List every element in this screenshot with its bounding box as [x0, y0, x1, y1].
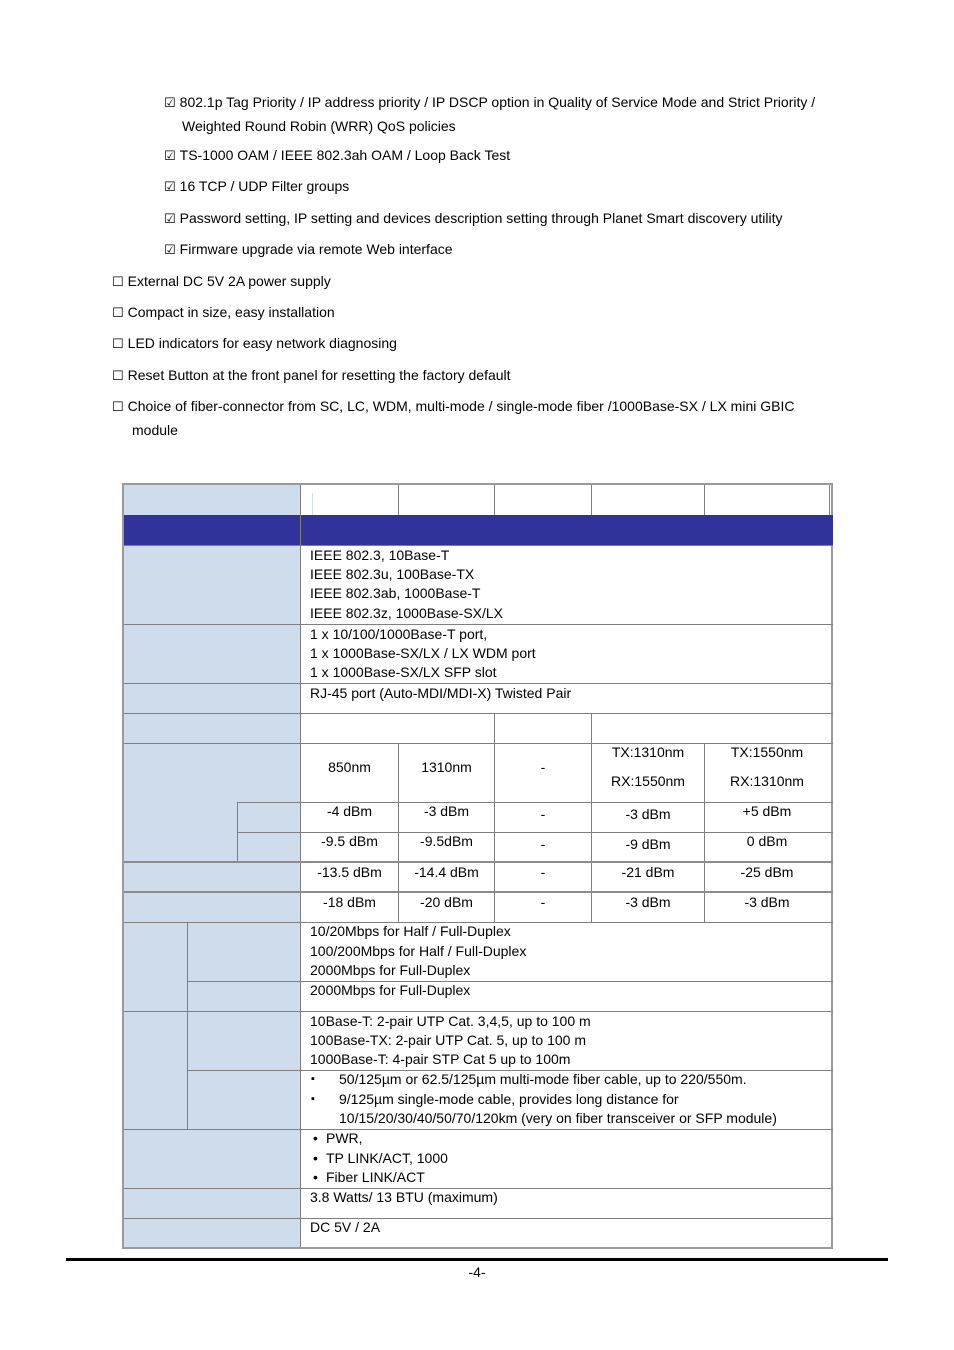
label-cell-led	[124, 1129, 300, 1188]
wavelength-wdm-rx: RX:1310nm	[730, 773, 804, 789]
checkbox-checked-icon: ☑	[164, 96, 176, 111]
feature-item	[112, 332, 397, 356]
rx-sensitivity-value: -14.4 dBm	[414, 864, 479, 880]
label-cell-fiber-type	[124, 713, 300, 743]
feature-text-continued: module	[132, 422, 178, 438]
tx-max-value: -3 dBm	[423, 803, 470, 819]
ports-line: 1 x 1000Base-SX/LX / LX WDM port	[310, 645, 536, 661]
led-line: PWR,	[326, 1130, 363, 1146]
rx-sensitivity-value: -25 dBm	[740, 864, 794, 880]
wavelength-wdm-tx: TX:1550nm	[730, 744, 804, 760]
tx-max-value: +5 dBm	[742, 803, 792, 819]
label-cell-ports	[124, 624, 300, 683]
page-number: -4-	[468, 1264, 486, 1280]
tx-min-value: -	[540, 836, 546, 852]
label-cell-rx-saturation	[124, 892, 300, 922]
checkbox-checked-icon: ☑	[164, 243, 176, 258]
feature-text: 16 TCP / UDP Filter groups	[179, 178, 350, 194]
checkbox-empty-icon: ☐	[112, 369, 124, 384]
wavelength-value: -	[540, 759, 546, 775]
power-requirement-value: DC 5V / 2A	[310, 1219, 381, 1235]
speed-tp-line: 100/200Mbps for Half / Full-Duplex	[310, 943, 527, 959]
feature-item	[112, 301, 335, 325]
square-bullet-icon: ▪	[311, 1093, 315, 1105]
feature-item	[164, 207, 782, 231]
feature-item	[164, 238, 453, 262]
checkbox-checked-icon: ☑	[164, 149, 176, 164]
standards-line: IEEE 802.3, 10Base-T	[310, 547, 450, 563]
feature-item	[112, 364, 511, 388]
speed-fiber-value: 2000Mbps for Full-Duplex	[310, 982, 471, 998]
standards-line: IEEE 802.3z, 1000Base-SX/LX	[310, 605, 504, 621]
tx-max-value: -3 dBm	[625, 806, 671, 822]
label-cell-power-requirement	[124, 1218, 300, 1247]
feature-text: Compact in size, easy installation	[127, 304, 335, 320]
cable-fiber-line-continued: 10/15/20/30/40/50/70/120km (very on fiber transceiver or SFP module)	[339, 1110, 777, 1126]
feature-item	[112, 270, 331, 294]
tx-min-value: 0 dBm	[746, 833, 788, 849]
tx-min-value: -9.5 dBm	[321, 833, 378, 849]
rx-saturation-value: -18 dBm	[323, 894, 376, 910]
checkbox-empty-icon: ☐	[112, 400, 124, 415]
tx-max-value: -	[540, 806, 546, 822]
feature-item	[112, 395, 794, 441]
feature-text: Choice of fiber-connector from SC, LC, WDM, multi-mode / single-mode fiber /1000Base-SX / LX mini GBIC	[127, 398, 795, 414]
checkbox-empty-icon: ☐	[112, 306, 124, 321]
specification-table	[122, 483, 833, 1249]
tx-min-value: -9 dBm	[625, 836, 671, 852]
cable-tp-line: 10Base-T: 2-pair UTP Cat. 3,4,5, up to 100 m	[310, 1013, 591, 1029]
checkbox-checked-icon: ☑	[164, 180, 176, 195]
checkbox-checked-icon: ☑	[164, 212, 176, 227]
feature-item	[164, 175, 349, 199]
ports-line: 1 x 10/100/1000Base-T port,	[310, 626, 488, 642]
rx-saturation-value: -3 dBm	[744, 894, 790, 910]
rx-saturation-value: -	[540, 894, 546, 910]
feature-text: Password setting, IP setting and devices description setting through Planet Smart discovery utility	[179, 210, 783, 226]
feature-text: Firmware upgrade via remote Web interface	[179, 241, 453, 257]
speed-tp-line: 2000Mbps for Full-Duplex	[310, 962, 471, 978]
square-bullet-icon: ▪	[311, 1073, 315, 1085]
rx-sensitivity-value: -13.5 dBm	[317, 864, 382, 880]
label-cell-speed	[124, 922, 300, 1011]
feature-text: TS-1000 OAM / IEEE 802.3ah OAM / Loop Back Test	[179, 147, 511, 163]
rx-saturation-value: -20 dBm	[420, 894, 473, 910]
cable-fiber-line: 50/125µm or 62.5/125µm multi-mode fiber cable, up to 220/550m.	[339, 1071, 747, 1087]
wavelength-value: 850nm	[328, 759, 371, 775]
wavelength-value: 1310nm	[421, 759, 472, 775]
rx-sensitivity-value: -	[540, 864, 546, 880]
standards-line: IEEE 802.3u, 100Base-TX	[310, 566, 475, 582]
section-band	[124, 515, 833, 545]
label-cell-standards	[124, 545, 300, 624]
cable-fiber-line: 9/125µm single-mode cable, provides long distance for	[339, 1091, 679, 1107]
bullet-icon: •	[313, 1130, 318, 1146]
cable-tp-line: 100Base-TX: 2-pair UTP Cat. 5, up to 100 m	[310, 1032, 586, 1048]
bullet-icon: •	[313, 1169, 318, 1185]
cable-tp-line: 1000Base-T: 4-pair STP Cat 5 up to 100m	[310, 1051, 571, 1067]
label-cell-rx-sensitivity	[124, 862, 300, 892]
label-cell-power-consumption	[124, 1188, 300, 1218]
led-line: TP LINK/ACT, 1000	[326, 1150, 448, 1166]
feature-text: External DC 5V 2A power supply	[127, 273, 331, 289]
tx-max-value: -4 dBm	[326, 803, 373, 819]
rx-sensitivity-value: -21 dBm	[621, 864, 675, 880]
label-cell-wavelength	[124, 743, 300, 802]
wavelength-wdm-rx: RX:1550nm	[611, 773, 685, 789]
label-cell-connector	[124, 683, 300, 713]
speed-tp-line: 10/20Mbps for Half / Full-Duplex	[310, 923, 511, 939]
feature-item	[164, 91, 815, 137]
rx-saturation-value: -3 dBm	[625, 894, 671, 910]
bullet-icon: •	[313, 1150, 318, 1166]
feature-text: 802.1p Tag Priority / IP address priority / IP DSCP option in Quality of Service Mode and Strict Priority /	[179, 94, 816, 110]
connector-value: RJ-45 port (Auto-MDI/MDI-X) Twisted Pair	[310, 685, 572, 701]
footer-rule	[66, 1258, 888, 1261]
standards-line: IEEE 802.3ab, 1000Base-T	[310, 585, 481, 601]
checkbox-empty-icon: ☐	[112, 275, 124, 290]
tx-min-value: -9.5dBm	[420, 833, 473, 849]
power-consumption-value: 3.8 Watts/ 13 BTU (maximum)	[310, 1189, 498, 1205]
feature-text-continued: Weighted Round Robin (WRR) QoS policies	[182, 118, 456, 134]
led-line: Fiber LINK/ACT	[326, 1169, 425, 1185]
header-label-cell	[124, 485, 300, 515]
wavelength-wdm-tx: TX:1310nm	[611, 744, 685, 760]
feature-item	[164, 144, 510, 168]
ports-line: 1 x 1000Base-SX/LX SFP slot	[310, 664, 497, 680]
feature-text: LED indicators for easy network diagnosing	[127, 335, 397, 351]
feature-text: Reset Button at the front panel for resetting the factory default	[127, 367, 511, 383]
header-model-cell	[312, 493, 313, 515]
checkbox-empty-icon: ☐	[112, 337, 124, 352]
